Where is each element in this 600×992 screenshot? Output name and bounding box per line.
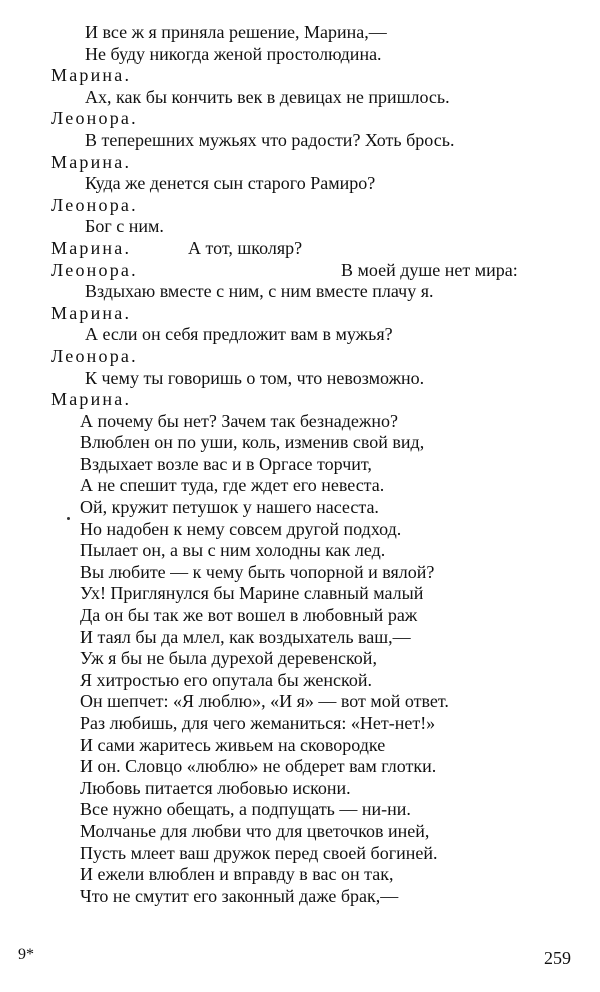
verse-line <box>0 799 600 821</box>
verse-text: К чему ты говоришь о том, что невозможно. <box>85 367 425 388</box>
speaker-line <box>0 152 600 174</box>
verse-text: Но надобен к нему совсем другой подход. <box>80 518 402 539</box>
verse-line <box>0 756 600 778</box>
verse-line <box>0 454 600 476</box>
verse-line <box>0 411 600 433</box>
verse-text: Вздыхаю вместе с ним, с ним вместе плачу я. <box>85 281 434 302</box>
speaker-line <box>0 303 600 325</box>
verse-line <box>0 432 600 454</box>
speaker-line <box>0 65 600 87</box>
speaker-name: Марина. <box>51 151 132 172</box>
page-number: 259 <box>544 948 571 968</box>
verse-line <box>0 130 600 152</box>
verse-line <box>0 173 600 195</box>
verse-line <box>0 368 600 390</box>
speaker-line <box>0 389 600 411</box>
speaker-name: Леонора. <box>51 259 138 280</box>
verse-text: Все нужно обещать, а подпущать — ни-ни. <box>80 799 411 820</box>
verse-line <box>0 562 600 584</box>
speaker-name: Марина. <box>51 65 132 86</box>
speaker-line <box>0 260 600 282</box>
verse-text: И он. Словцо «люблю» не обдерет вам глотки. <box>80 756 437 777</box>
verse-text: Не буду никогда женой простолюдина. <box>85 43 382 64</box>
verse-text: Вздыхает возле вас и в Оргасе торчит, <box>80 453 372 474</box>
speaker-name: Леонора. <box>51 108 138 129</box>
verse-line <box>0 843 600 865</box>
verse-text: Да он бы так же вот вошел в любовный раж <box>80 605 418 626</box>
verse-text: Что не смутит его законный даже брак,— <box>80 885 399 906</box>
verse-text: В теперешних мужьях что радости? Хоть брось. <box>85 129 455 150</box>
verse-text: А почему бы нет? Зачем так безнадежно? <box>80 410 398 431</box>
verse-line <box>0 44 600 66</box>
verse-text: Пылает он, а вы с ним холодны как лед. <box>80 540 386 561</box>
verse-line <box>0 713 600 735</box>
verse-line <box>0 735 600 757</box>
verse-continuation: В моей душе нет мира: <box>341 259 518 280</box>
verse-text: Ух! Приглянулся бы Марине славный малый <box>80 583 424 604</box>
verse-text: Вы любите — к чему быть чопорной и вялой? <box>80 561 435 582</box>
verse-text: Бог с ним. <box>85 216 164 237</box>
verse-line <box>0 648 600 670</box>
verse-text: И ежели влюблен и вправду в вас он так, <box>80 864 394 885</box>
verse-line <box>0 627 600 649</box>
speaker-name: Леонора. <box>51 194 138 215</box>
speaker-line <box>0 108 600 130</box>
verse-text: И таял бы да млел, как воздыхатель ваш,— <box>80 626 411 647</box>
verse-line <box>0 22 600 44</box>
verse-text: А не спешит туда, где ждет его невеста. <box>80 475 385 496</box>
verse-text: Пусть млеет ваш дружок перед своей богиней. <box>80 842 438 863</box>
play-text <box>0 22 600 907</box>
verse-line <box>0 583 600 605</box>
verse-text: Ах, как бы кончить век в девицах не пришлось. <box>85 86 450 107</box>
speaker-name: Леонора. <box>51 345 138 366</box>
verse-line <box>0 87 600 109</box>
verse-text: Уж я бы не была дурехой деревенской, <box>80 648 377 669</box>
speaker-name: Марина. <box>51 389 132 410</box>
verse-line <box>0 475 600 497</box>
verse-text: Раз любишь, для чего жеманиться: «Нет-нет!» <box>80 713 436 733</box>
speaker-name: Марина. <box>51 302 132 323</box>
verse-text: Ой, кружит петушок у нашего насеста. <box>80 497 379 518</box>
verse-text: И все ж я приняла решение, Марина,— <box>85 22 387 42</box>
printer-signature: 9* <box>18 946 34 963</box>
speaker-line <box>0 346 600 368</box>
verse-text: Молчанье для любви что для цветочков иней, <box>80 820 430 841</box>
verse-line <box>0 821 600 843</box>
verse-line <box>0 519 600 541</box>
verse-line <box>0 324 600 346</box>
speaker-name: Марина. <box>51 237 132 258</box>
verse-line <box>0 216 600 238</box>
verse-line <box>0 691 600 713</box>
verse-text: Он шепчет: «Я люблю», «И я» — вот мой ответ. <box>80 691 449 712</box>
verse-text: Влюблен он по уши, коль, изменив свой вид, <box>80 432 425 453</box>
verse-text: И сами жаритесь живьем на сковородке <box>80 734 386 755</box>
verse-line <box>0 605 600 627</box>
verse-text: А если он себя предложит вам в мужья? <box>85 324 393 345</box>
verse-text: Я хитростью его опутала бы женской. <box>80 669 372 690</box>
verse-text: Любовь питается любовью искони. <box>80 777 351 798</box>
verse-line <box>0 864 600 886</box>
print-speck <box>67 517 70 520</box>
verse-line <box>0 540 600 562</box>
verse-continuation: А тот, школяр? <box>188 237 303 258</box>
verse-line <box>0 497 600 519</box>
verse-line <box>0 670 600 692</box>
verse-line <box>0 886 600 908</box>
speaker-line <box>0 195 600 217</box>
speaker-line <box>0 238 600 260</box>
verse-text: Куда же денется сын старого Рамиро? <box>85 173 376 194</box>
verse-line <box>0 281 600 303</box>
verse-line <box>0 778 600 800</box>
